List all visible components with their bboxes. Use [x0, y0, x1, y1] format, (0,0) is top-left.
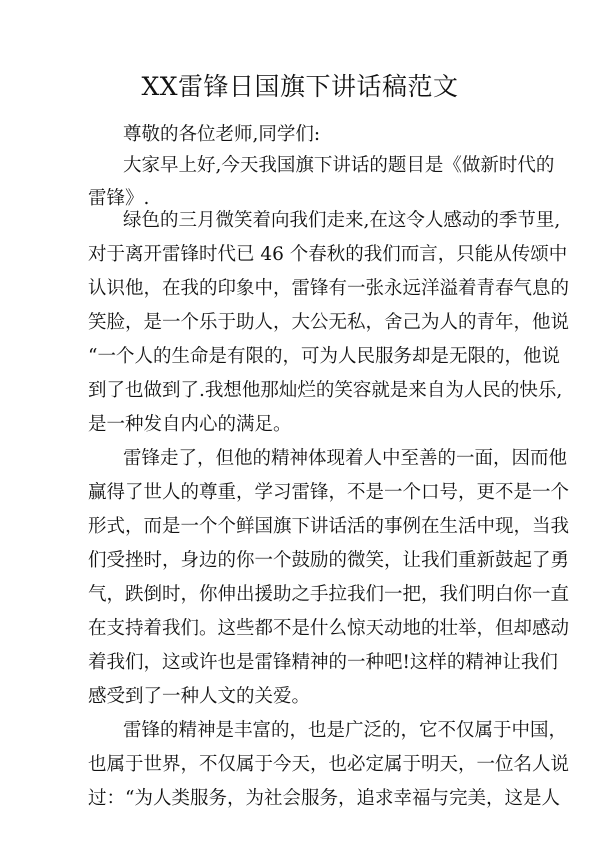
- text-line: “一个人的生命是有限的，可为人民服务却是无限的，他说: [88, 346, 560, 367]
- text-line: 是一种发自内心的满足。: [88, 414, 292, 435]
- text-line: 赢得了世人的尊重，学习雷锋，不是一个口号，更不是一个: [88, 482, 570, 503]
- text-line: 雷锋》.: [88, 188, 150, 209]
- text-line: 气，跌倒时，你伸出援助之手拉我们一把，我们明白你一直: [88, 584, 570, 605]
- document-title: XX雷锋日国旗下讲话稿范文: [141, 72, 459, 101]
- text-line: 笑脸，是一个乐于助人，大公无私，舍己为人的青年，他说: [88, 312, 570, 333]
- text-line: 也属于世界，不仅属于今天，也必定属于明天，一位名人说: [88, 754, 570, 775]
- text-line: 们受挫时，身边的你一个鼓励的微笑，让我们重新鼓起了勇: [88, 550, 570, 571]
- text-line: 过：“为人类服务，为社会服务，追求幸福与完美，这是人: [88, 788, 560, 809]
- text-line: 雷锋的精神是丰富的，也是广泛的，它不仅属于中国，: [123, 720, 568, 741]
- text-line: 在支持着我们。这些都不是什么惊天动地的壮举，但却感动: [88, 618, 570, 639]
- text-line: 雷锋走了，但他的精神体现着人中至善的一面，因而他: [123, 448, 568, 469]
- text-line: 感受到了一种人文的关爱。: [88, 686, 311, 707]
- text-line: 到了也做到了.我想他那灿烂的笑容就是来自为人民的快乐,: [88, 380, 563, 401]
- greeting-line: 尊敬的各位老师,同学们:: [123, 124, 321, 145]
- text-line: 绿色的三月微笑着向我们走来,在这令人感动的季节里,: [123, 210, 561, 231]
- text-line: 形式，而是一个个鲜国旗下讲话活的事例在生活中现，当我: [88, 516, 570, 537]
- text-line: 认识他，在我的印象中，雷锋有一张永远洋溢着青春气息的: [88, 278, 570, 299]
- text-line: 对于离开雷锋时代已 46 个春秋的我们而言，只能从传颂中: [88, 244, 568, 265]
- text-line: 大家早上好,今天我国旗下讲话的题目是《做新时代的: [123, 155, 555, 176]
- text-line: 着我们，这或许也是雷锋精神的一种吧!这样的精神让我们: [88, 652, 558, 673]
